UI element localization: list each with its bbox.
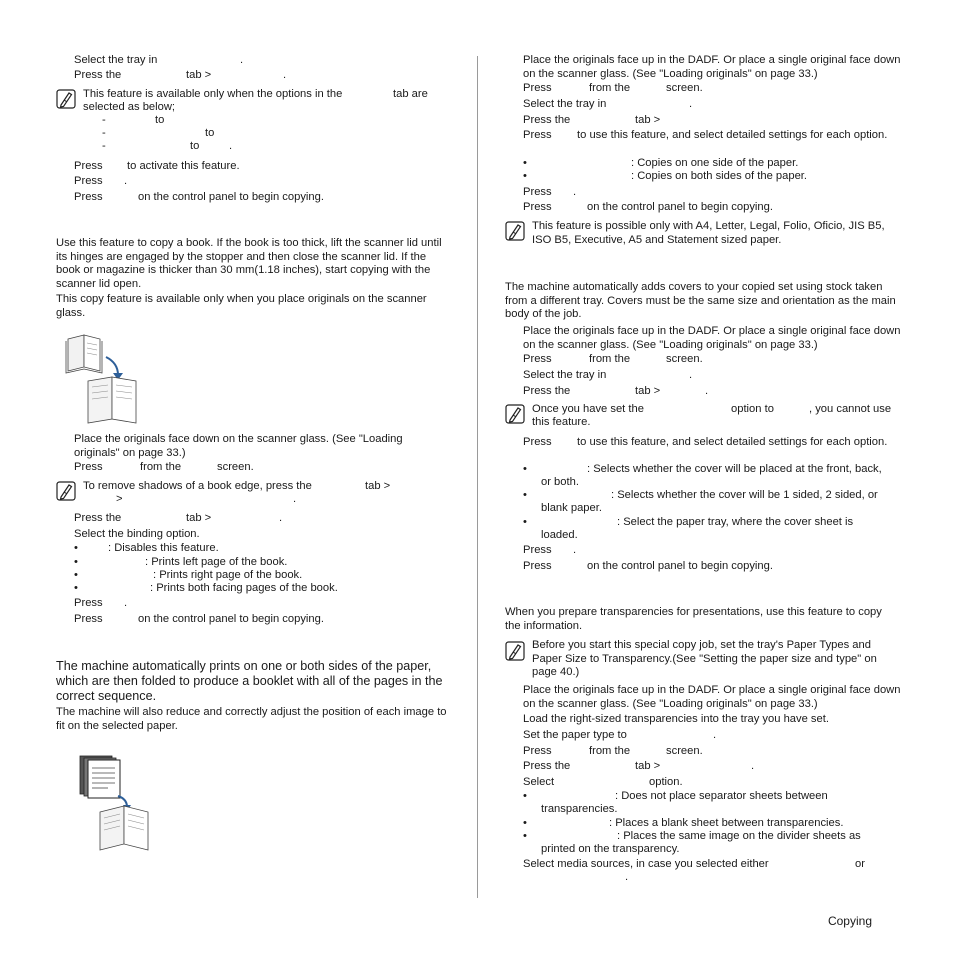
note-icon [56,89,76,109]
note-icon [505,404,525,424]
note-icon [505,221,525,241]
note-icon [56,481,76,501]
book-copy-availability: This copy feature is available only when you place originals on the scanner glass. [56,293,427,319]
transparency-intro: When you prepare transparencies for presentations, use this feature to copy the information. [505,606,882,632]
covers-intro: The machine automatically adds covers to your copied set using stock taken from a different tray. Covers must be the same size and orientation as the main body of the job. [505,281,896,321]
note-icon [505,641,525,661]
footer-section-label: Copying [827,914,872,928]
step-select-tray: Select the tray in [74,54,158,66]
book-copy-illustration [62,331,144,425]
booklet-intro: The machine automatically prints on one or both sides of the paper, which are then folded to produce a booklet with all of the pages in the correct sequence. [56,659,443,703]
step-press-tab: Press the [74,69,122,81]
note-text: This feature is available only when the options in the [83,88,343,100]
book-copy-intro: Use this feature to copy a book. If the book is too thick, lift the scanner lid until its hinges are engaged by the stopper and then close the scanner lid. If the book or magazine is thicker than 30 mm(1.18 inches), start copying with the scanner lid open. [56,237,442,290]
booklet-illustration [78,752,154,852]
column-divider [477,56,478,898]
booklet-note: The machine will also reduce and correctly adjust the position of each image to fit on the selected paper. [56,706,447,732]
